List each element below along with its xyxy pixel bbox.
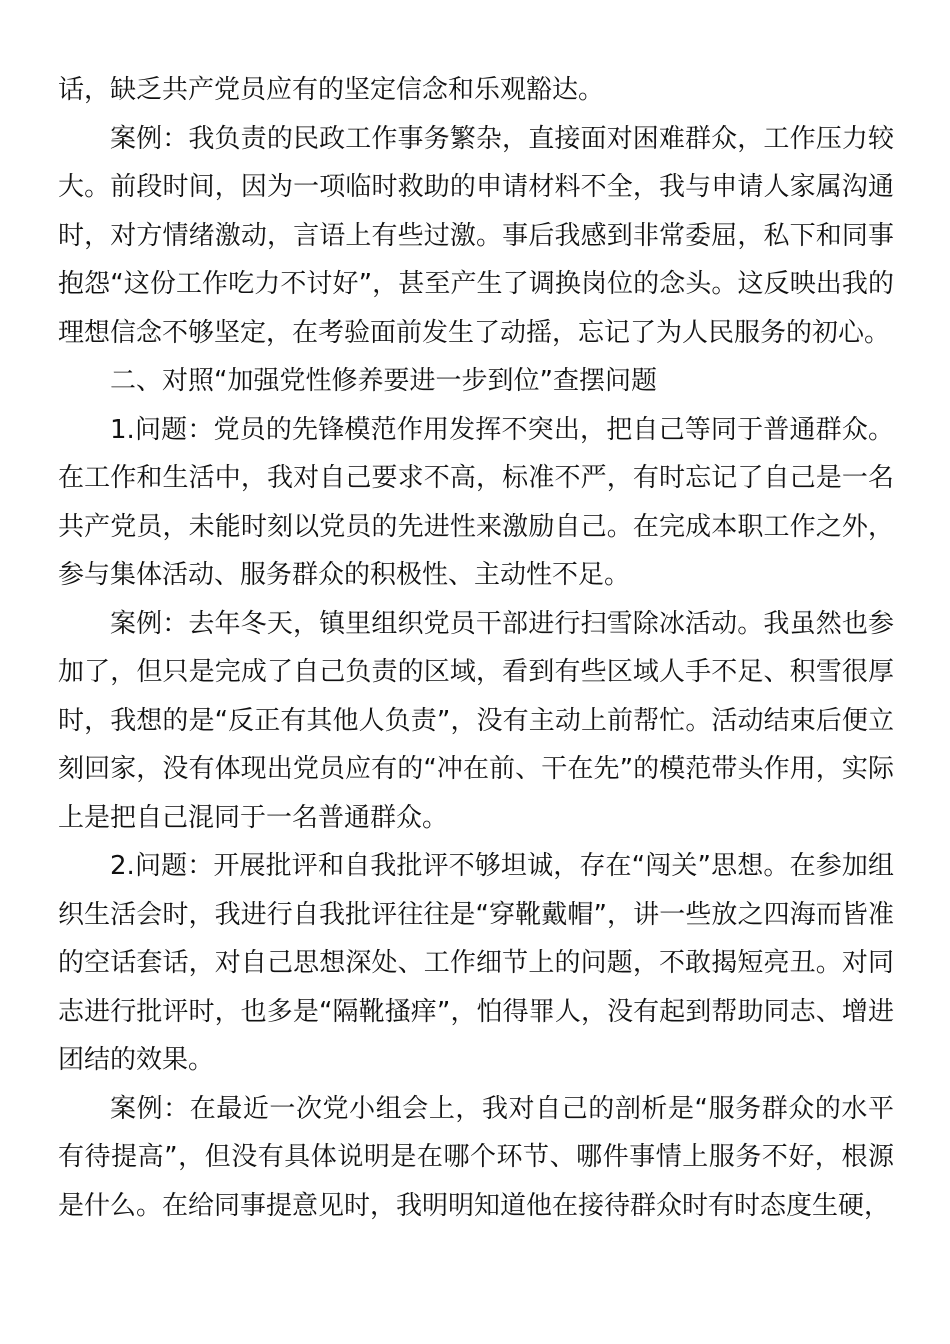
document-body <box>58 66 894 1230</box>
paragraph-case-1: 案例：我负责的民政工作事务繁杂，直接面对困难群众，工作压力较大。前段时间，因为一项临时救助的申请材料不全，我与申请人家属沟通时，对方情绪激动，言语上有些过激。事后我感到非常委屈，私下和同事抱怨“这份工作吃力不讨好”，甚至产生了调换岗位的念头。这反映出我的理想信念不够坚定，在考验面前发生了动摇，忘记了为人民服务的初心。 <box>58 123 894 348</box>
paragraph-case-3: 案例：在最近一次党小组会上，我对自己的剖析是“服务群众的水平有待提高”，但没有具体说明是在哪个环节、哪件事情上服务不好，根源是什么。在给同事提意见时，我明明知道他在接待群众时有时态度生硬， <box>58 1093 894 1221</box>
paragraph-case-2: 案例：去年冬天，镇里组织党员干部进行扫雪除冰活动。我虽然也参加了，但只是完成了自己负责的区域，看到有些区域人手不足、积雪很厚时，我想的是“反正有其他人负责”，没有主动上前帮忙。活动结束后便立刻回家，没有体现出党员应有的“冲在前、干在先”的模范带头作用，实际上是把自己混同于一名普通群众。 <box>58 608 894 833</box>
section-heading: 二、对照“加强党性修养要进一步到位”查摆问题 <box>110 366 657 396</box>
paragraph-problem-1: 1.问题：党员的先锋模范作用发挥不突出，把自己等同于普通群众。在工作和生活中，我对自己要求不高，标准不严，有时忘记了自己是一名共产党员，未能时刻以党员的先进性来激励自己。在完成本职工作之外，参与集体活动、服务群众的积极性、主动性不足。 <box>58 414 894 590</box>
paragraph-continued: 话，缺乏共产党员应有的坚定信念和乐观豁达。 <box>58 75 605 105</box>
paragraph-problem-2: 2.问题：开展批评和自我批评不够坦诚，存在“闯关”思想。在参加组织生活会时，我进行自我批评往往是“穿靴戴帽”，讲一些放之四海而皆准的空话套话，对自己思想深处、工作细节上的问题，不敢揭短亮丑。对同志进行批评时，也多是“隔靴搔痒”，怕得罪人，没有起到帮助同志、增进团结的效果。 <box>58 851 894 1075</box>
